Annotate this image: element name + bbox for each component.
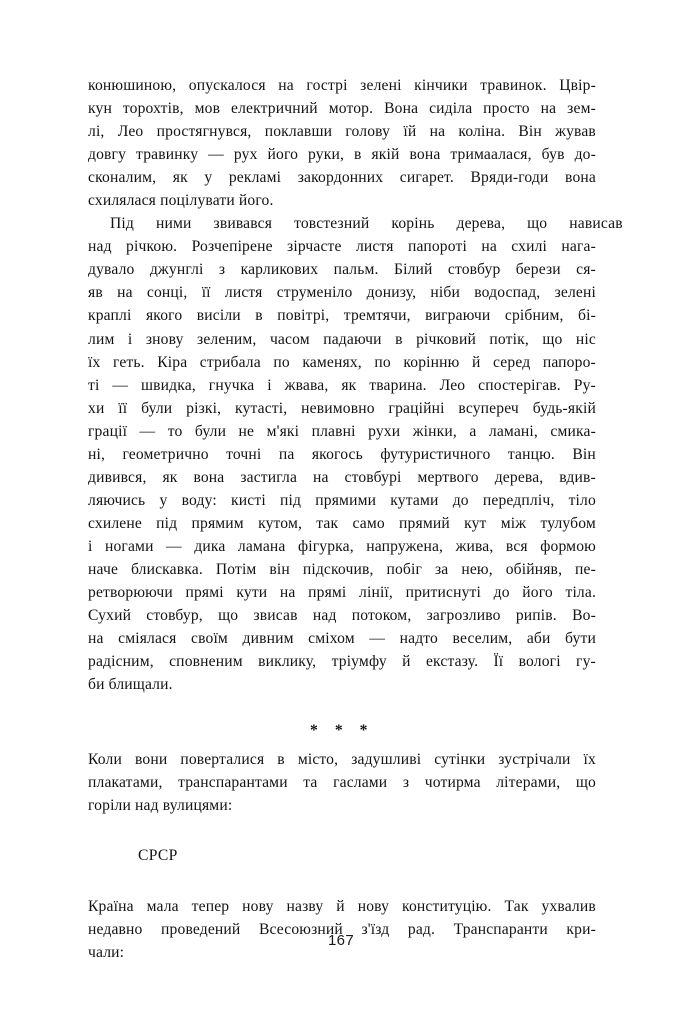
text-line: ті — швидка, гнучка і жвава, як тварина. Лео спостерігав. Ру- [88, 376, 596, 394]
text-line: Країна мала тепер нову назву й нову конституцію. Так ухвалив [88, 897, 596, 915]
paragraph-3 [88, 748, 596, 817]
text-line: чали: [88, 943, 125, 961]
slogan-line: СРСР [138, 847, 178, 865]
text-line: би блищали. [88, 676, 173, 694]
spacer [88, 868, 596, 895]
text-line: лим і знову зеленим, часом падаючи в річковий потік, що ніс [88, 330, 596, 348]
section-separator: * * * [310, 722, 374, 740]
text-line: і ногами — дика ламана фігурка, напружена, жива, вся формою [88, 537, 596, 555]
paragraph-1 [88, 74, 596, 212]
text-line: яв на сонці, її листя струменіло донизу, ніби водоспад, зелені [88, 284, 596, 302]
text-line: над річкою. Розчепірене зірчасте листя папороті на схилі нага- [88, 238, 596, 256]
spacer [88, 817, 596, 844]
text-line: довгу травинку — рух його руки, в якій вона тримаалася, був до- [88, 146, 596, 164]
text-line: сконалим, як у рекламі закордонних сигарет. Вряди-годи вона [88, 169, 596, 187]
page-number: 167 [328, 932, 354, 949]
text-line: дувало джунглі з карликових пальм. Білий стовбур берези ся- [88, 261, 596, 279]
text-line: радісним, сповненим виклику, тріумфу й екстазу. Її вологі гу- [88, 653, 596, 671]
text-line: Під ними звивався товстезний корінь дерева, що нависав [110, 215, 623, 233]
text-line: Коли вони поверталися в місто, задушливі сутінки зустрічали їх [88, 751, 596, 769]
text-column [88, 74, 623, 964]
text-line: Сухий стовбур, що звисав над потоком, загрозливо рипів. Во- [88, 607, 596, 625]
text-line: горіли над вулицями: [88, 797, 233, 815]
text-line: лі, Лео простягнувся, поклавши голову їй на коліна. Він жував [88, 123, 596, 141]
text-line: дивився, як вона застигла на стовбурі мертвого дерева, вдив- [88, 468, 596, 486]
text-line: грації — то були не м'які плавні рухи жінки, а ламані, смика- [88, 422, 596, 440]
text-line: конюшиною, опускалося на гострі зелені кінчики травинок. Цвір- [88, 77, 596, 94]
text-line: ляючись у воду: кисті під прямими кутами до передпліч, тіло [88, 491, 596, 509]
text-line: ні, геометрично точні па якогось футуристичного танцю. Він [88, 445, 596, 463]
text-line: на сміялася своїм дивним сміхом — надто веселим, аби бути [88, 630, 596, 648]
paragraph-2 [88, 212, 623, 696]
text-line: їх геть. Кіра стрибала по каменях, по корінню й серед папоро- [88, 353, 596, 371]
text-line: наче блискавка. Потім він підскочив, побіг за нею, обійняв, пе- [88, 560, 596, 578]
text-line: схилялася поцілувати його. [88, 192, 274, 210]
text-line: хи її були різкі, кутасті, невимовно граційні всупереч будь-якій [88, 399, 596, 417]
text-line: ретворюючи прямі кути на прямі лінії, притиснуті до його тіла. [88, 584, 596, 602]
paragraph-4 [88, 895, 596, 964]
text-line: плакатами, транспарантами та гаслами з чотирма літерами, що [88, 774, 596, 792]
text-line: кун торохтів, мов електричний мотор. Вона сиділа просто на зем- [88, 100, 596, 118]
text-line: схилене під прямим кутом, так само прямий кут між тулубом [88, 514, 596, 532]
text-line: краплі якого висіли в повітрі, тремтячи, виграючи срібним, бі- [88, 307, 596, 325]
text-line: недавно проведений Всесоюзний з'їзд рад. Транспаранти кри- [88, 920, 596, 938]
